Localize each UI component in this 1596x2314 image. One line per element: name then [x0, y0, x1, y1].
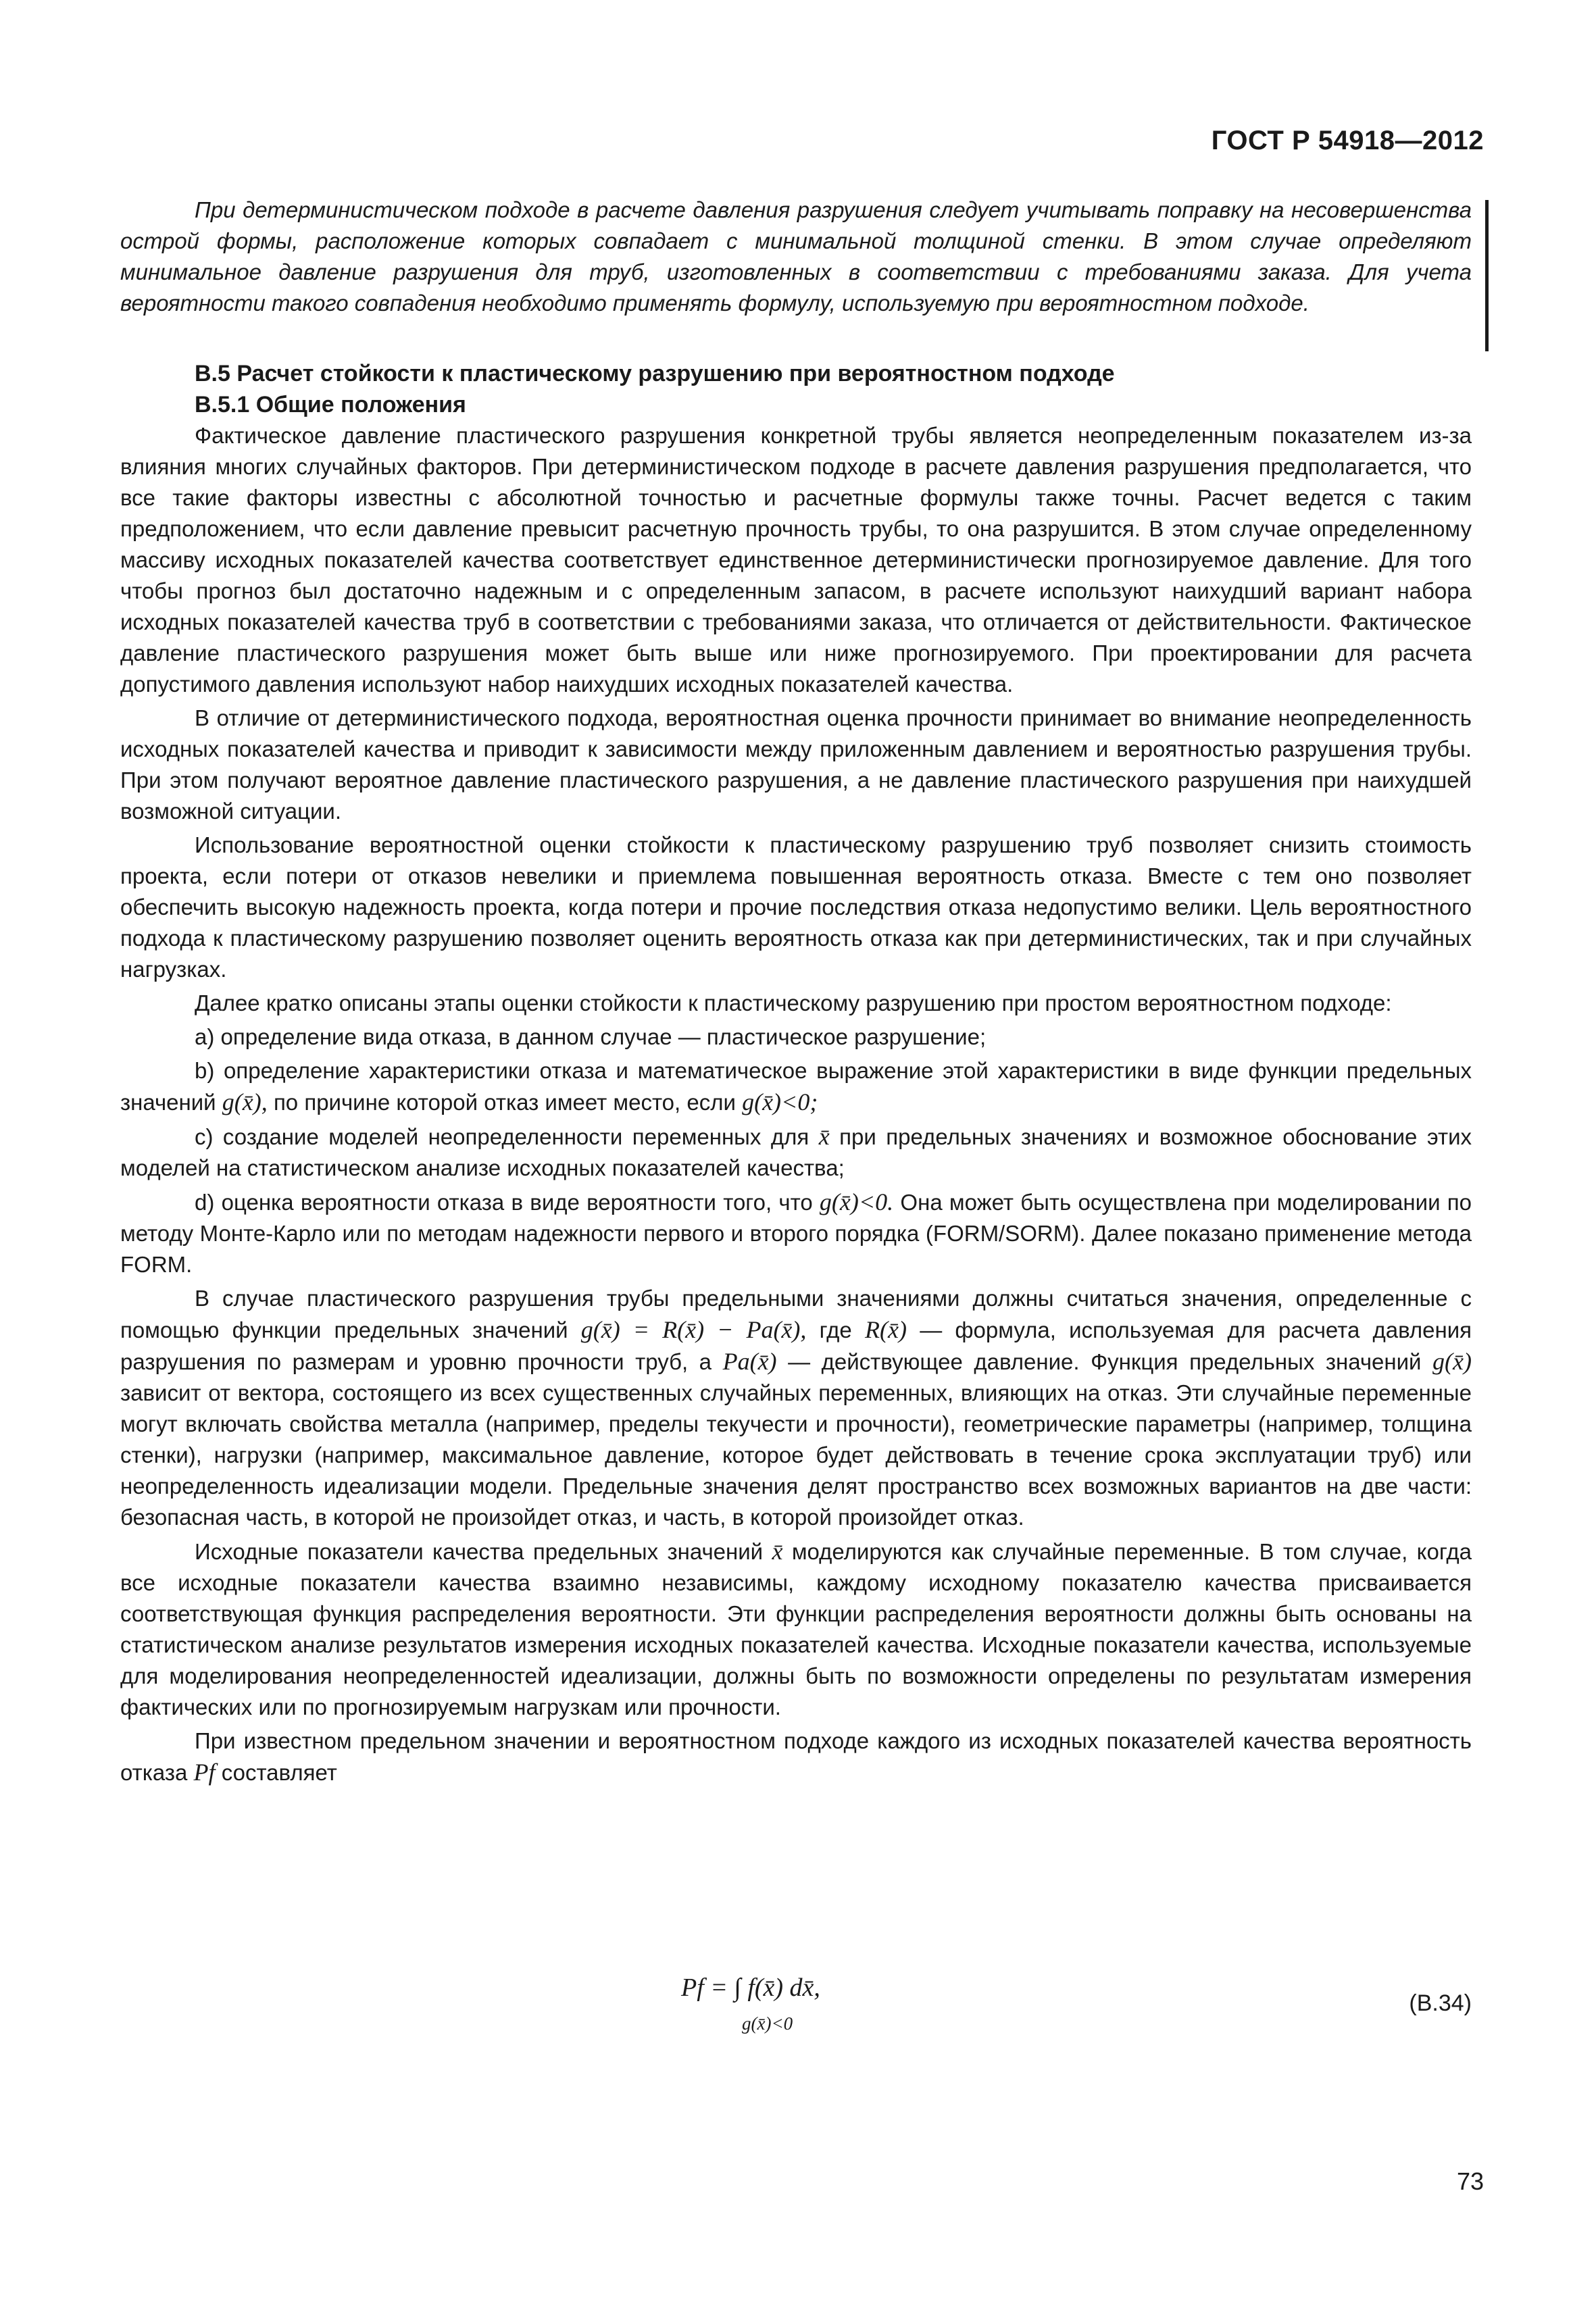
limit-text-2: где [819, 1317, 852, 1342]
formula-limit-function: g(x̄) = R(x̄) − Pa(x̄), [580, 1316, 807, 1343]
item-b-text-2: по причине которой отказ имеет место, если [273, 1090, 736, 1115]
paragraph-1: Фактическое давление пластического разрушения конкретной трубы является неопределенным показателем из-за влияния многих случайных факторов. При детерминистическом подходе в расчете давления разрушения предполагается, что все такие факторы известны с абсолютной точностью и расчетные формулы также точны. Расчет ведется с таким предположением, что если давление превысит расчетную прочность трубы, то она разрушится. В этом случае определенному массиву исходных показателей качества соответствует единственное детерминистически прогнозируемое давление. Для того чтобы прогноз был достаточно надежным и с определенным запасом, в расчете используют наихудший вариант набора исходных показателей качества труб в соответствии с требованиями заказа, что отличается от действительности. Фактическое давление пластического разрушения может быть выше или ниже прогнозируемого. При проектировании для расчета допустимого давления используют набор наихудших исходных показателей качества. [120, 423, 1472, 697]
formula-R: R(x̄) [865, 1316, 907, 1343]
item-d-text-2: Она может быть осуществлена при моделировании по методу Монте-Карло или по методам надежности первого и второго порядка (FORM/SORM). Далее показано применение метода FORM. [120, 1190, 1472, 1277]
item-b-text-1: b) определение характеристики отказа и математическое выражение этой характеристики в виде функции предельных значений [120, 1058, 1472, 1115]
list-item-b [120, 1055, 1472, 1118]
limit-text-4: — действующее давление. Функция предельных значений [788, 1349, 1422, 1374]
limit-text-3: — формула, используемая для расчета давления разрушения по размерам и уровню прочности труб, а [120, 1317, 1472, 1374]
item-c-text-2: при предельных значениях и возможное обоснование этих моделей на статистическом анализе исходных показателей качества; [120, 1124, 1472, 1180]
formula-g-negative: g(x̄)<0; [742, 1088, 818, 1115]
paragraph-final [120, 1726, 1472, 1788]
equation-number: (В.34) [1409, 1990, 1472, 2016]
paragraph-limit [120, 1283, 1472, 1533]
list-item-d [120, 1186, 1472, 1280]
document-header: ГОСТ Р 54918—2012 [1211, 126, 1484, 155]
equation-formula: Pf = ∫ f(x̄) dx̄, [681, 1973, 820, 2002]
document-body [120, 358, 1472, 1791]
paragraph-input [120, 1536, 1472, 1723]
equation-block [120, 1973, 1472, 2047]
formula-x-input: x̄ [772, 1538, 783, 1565]
formula-g: g(x̄) [1432, 1348, 1472, 1375]
item-c-text-1: c) создание моделей неопределенности переменных для [195, 1124, 809, 1149]
item-d-text-1: d) оценка вероятности отказа в виде вероятности того, что [195, 1190, 813, 1215]
paragraph-4: Далее кратко описаны этапы оценки стойкости к пластическому разрушению при простом вероятностном подходе: [195, 990, 1392, 1015]
change-bar [1485, 200, 1489, 351]
formula-g-x: g(x̄), [222, 1088, 268, 1115]
formula-Pf: Pf [193, 1759, 216, 1786]
final-text-2: составляет [221, 1760, 337, 1785]
formula-Pa: Pa(x̄) [722, 1348, 777, 1375]
final-text-1: При известном предельном значении и вероятностном подходе каждого из исходных показателей качества вероятность отказа [120, 1728, 1472, 1785]
input-text-2: моделируются как случайные переменные. В том случае, когда все исходные показатели качества взаимно независимы, каждому исходному показателю качества присваивается соответствующая функция распределения вероятности. Эти функции распределения вероятности должны быть основаны на статистическом анализе результатов измерения исходных показателей качества. Исходные показатели качества, используемые для моделирования неопределенностей идеализации, должны быть по возможности определены по результатам измерения фактических или по прогнозируемым нагрузкам или прочности. [120, 1539, 1472, 1719]
paragraph-3: Использование вероятностной оценки стойкости к пластическому разрушению труб позволяет снизить стоимость проекта, если потери от отказов невелики и приемлема повышенная вероятность отказа. Вместе с тем оно позволяет обеспечить высокую надежность проекта, когда потери и прочие последствия отказа недопустимо велики. Цель вероятностного подхода к пластическому разрушению позволяет оценить вероятность отказа как при детерминистических, так и при случайных нагрузках. [120, 832, 1472, 982]
subsection-title: В.5.1 Общие положения [195, 392, 466, 418]
limit-text-1: В случае пластического разрушения трубы предельными значениями должны считаться значения, определенные с помощью функции предельных значений [120, 1286, 1472, 1342]
list-item-c [120, 1121, 1472, 1184]
italic-note [120, 195, 1472, 319]
equation-integral-limit: g(x̄)<0 [742, 2013, 793, 2034]
italic-paragraph: При детерминистическом подходе в расчете давления разрушения следует учитывать поправку на несовершенства острой формы, расположение которых совпадает с минимальной толщиной стенки. В этом случае определяют минимальное давление разрушения для труб, изготовленных в соответствии с требованиями заказа. Для учета вероятности такого совпадения необходимо применять формулу, используемую при вероятностном подходе. [120, 197, 1472, 316]
input-text-1: Исходные показатели качества предельных значений [195, 1539, 764, 1564]
formula-g-negative-d: g(x̄)<0. [819, 1188, 894, 1215]
section-title: В.5 Расчет стойкости к пластическому разрушению при вероятностном подходе [195, 361, 1115, 386]
list-item-a: а) определение вида отказа, в данном случае — пластическое разрушение; [195, 1024, 987, 1049]
paragraph-2: В отличие от детерминистического подхода, вероятностная оценка прочности принимает во внимание неопределенность исходных показателей качества и приводит к зависимости между приложенным давлением и вероятностью разрушения трубы. При этом получают вероятное давление пластического разрушения, а не давление пластического разрушения при наихудшей возможной ситуации. [120, 705, 1472, 824]
page-number: 73 [1456, 2167, 1484, 2195]
formula-x-vector: x̄ [818, 1123, 830, 1150]
limit-text-5: зависит от вектора, состоящего из всех существенных случайных переменных, влияющих на отказ. Эти случайные переменные могут включать свойства металла (например, пределы текучести и прочности), геометрические параметры (например, толщина стенки), нагрузки (например, максимальное давление, которое будет действовать в течение срока эксплуатации труб) или неопределенность идеализации модели. Предельные значения делят пространство всех возможных вариантов на две части: безопасная часть, в которой не произойдет отказ, и часть, в которой произойдет отказ. [120, 1380, 1472, 1530]
